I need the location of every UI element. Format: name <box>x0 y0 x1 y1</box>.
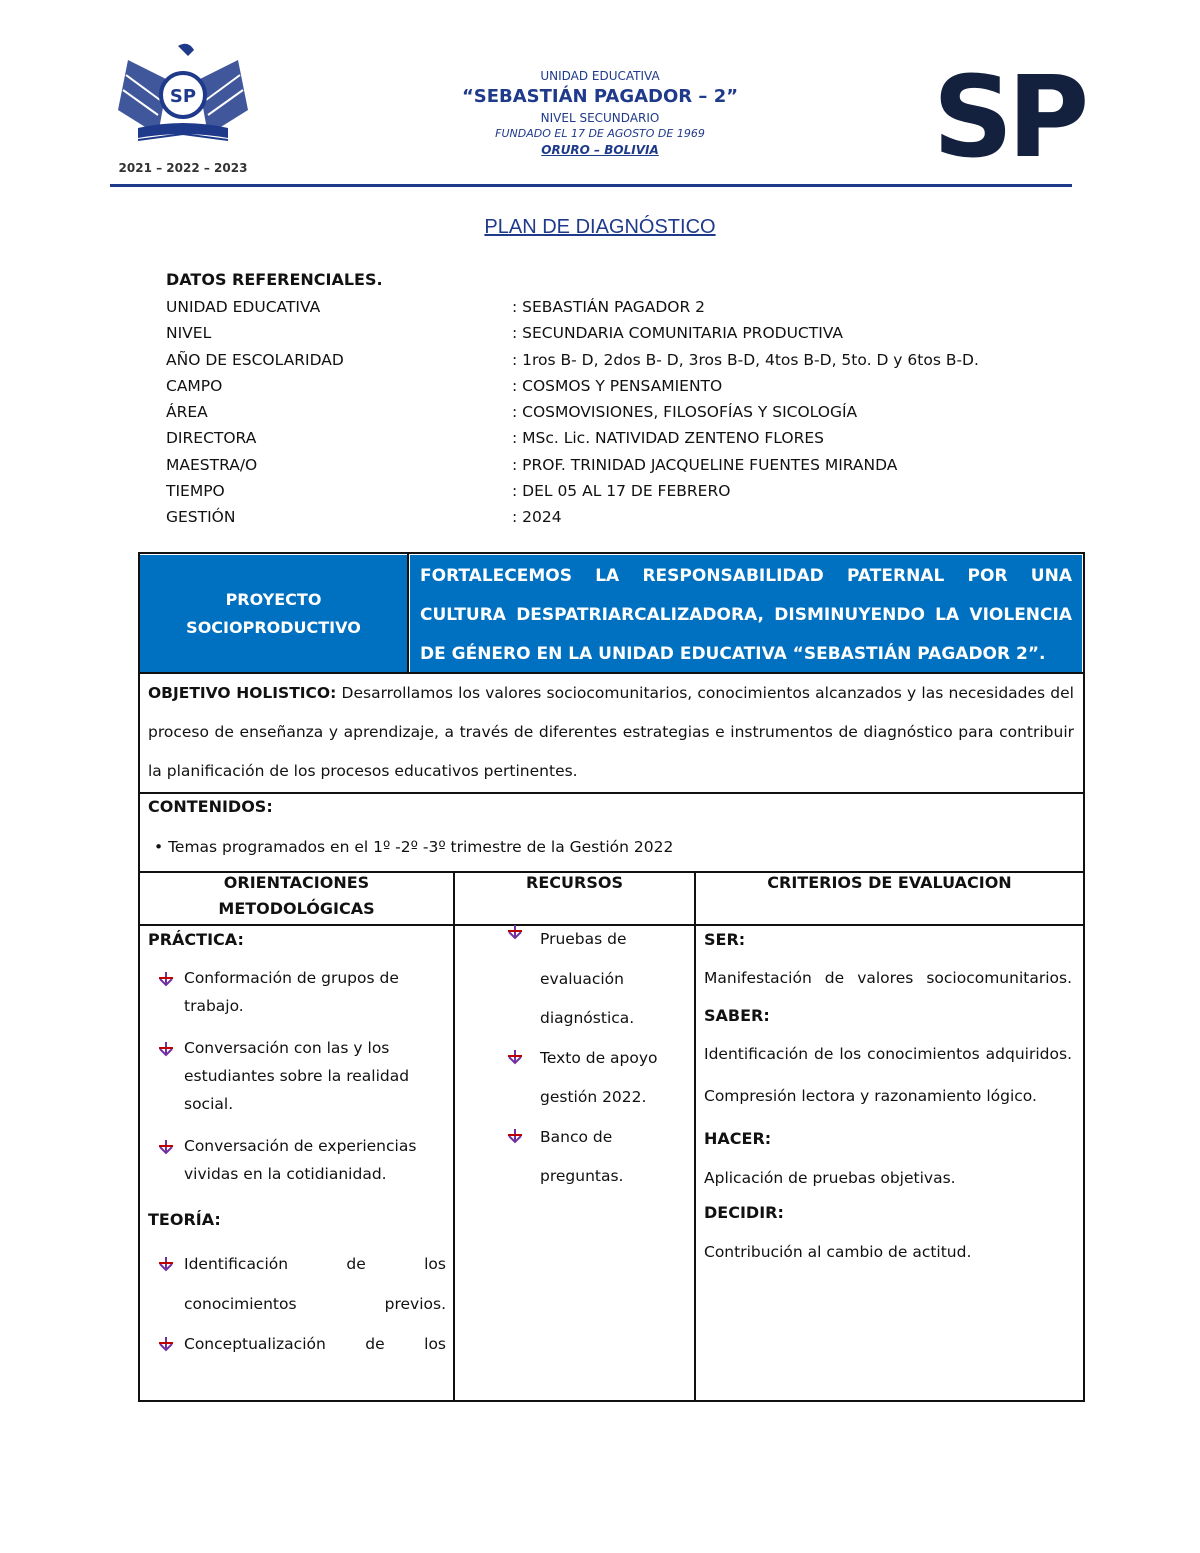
saber-text-2: Compresión lectora y razonamiento lógico. <box>704 1087 1037 1105</box>
sp-monogram-logo <box>932 53 1084 183</box>
decidir-text: Contribución al cambio de actitud. <box>704 1243 972 1261</box>
school-crest-logo <box>108 40 258 178</box>
referential-data <box>166 266 1086 531</box>
ref-row: MAESTRA/O : PROF. TRINIDAD JACQUELINE FUENTES MIRANDA <box>166 455 898 474</box>
table-border <box>1083 552 1085 1402</box>
ref-row: CAMPO : COSMOS Y PENSAMIENTO <box>166 376 723 395</box>
contents-item: • Temas programados en el 1º -2º -3º trimestre de la Gestión 2022 <box>154 838 674 856</box>
ref-row: UNIDAD EDUCATIVA : SEBASTIÁN PAGADOR 2 <box>166 298 706 316</box>
list-item: Pruebas de evaluación diagnóstica. <box>490 920 680 1039</box>
saber-title: SABER: <box>704 1006 770 1025</box>
practice-title: PRÁCTICA: <box>148 930 244 949</box>
arrow-bullet-icon <box>148 1244 184 1272</box>
arrow-bullet-icon <box>490 1039 540 1065</box>
list-item: Conceptualización de los <box>148 1324 446 1364</box>
resources-column <box>490 926 680 1197</box>
col-header-resources: RECURSOS <box>526 873 623 892</box>
table-border <box>453 871 455 1402</box>
school-name: “SEBASTIÁN PAGADOR – 2” <box>461 86 739 107</box>
contents-label: CONTENIDOS: <box>148 797 273 816</box>
objective-text: Desarrollamos los valores sociocomunitarios, conocimientos alcanzados y las necesidades del proceso de enseñanza y aprendizaje, a través de diferentes estrategias e instrumentos de diagnóstico para contribuir la planificación de los procesos educativos pertinentes. <box>148 684 1074 780</box>
list-item: Conversación de experiencias vividas en la cotidianidad. <box>148 1132 446 1188</box>
hacer-title: HACER: <box>704 1129 772 1148</box>
sp-monogram-text: SP <box>932 53 1084 183</box>
bullet-dot-icon: • <box>154 838 169 856</box>
ref-row: GESTIÓN : 2024 <box>166 508 562 527</box>
arrow-bullet-icon <box>148 1132 184 1155</box>
arrow-bullet-icon <box>148 1034 184 1057</box>
crest-monogram: SP <box>169 86 197 107</box>
table-border <box>138 1400 1085 1402</box>
col-header-orientations: ORIENTACIONES METODOLÓGICAS <box>218 873 375 918</box>
arrow-bullet-icon <box>148 964 184 987</box>
ref-row: TIEMPO : DEL 05 AL 17 DE FEBRERO <box>166 482 731 501</box>
hacer-text: Aplicación de pruebas objetivas. <box>704 1169 956 1187</box>
project-label-line2: SOCIOPRODUCTIVO <box>186 617 361 637</box>
table-border <box>694 871 696 1402</box>
list-item: Conformación de grupos de trabajo. <box>148 964 446 1020</box>
list-item: Banco de preguntas. <box>490 1118 680 1197</box>
city-label: ORURO – BOLIVIA <box>541 143 659 157</box>
ser-title: SER: <box>704 930 746 949</box>
theory-title: TEORÍA: <box>148 1210 221 1229</box>
ref-row: NIVEL : SECUNDARIA COMUNITARIA PRODUCTIVA <box>166 324 844 343</box>
ref-row: ÁREA : COSMOVISIONES, FILOSOFÍAS Y SICOLOGÍA <box>166 403 858 422</box>
arrow-bullet-icon <box>148 1324 184 1352</box>
table-border <box>138 552 140 1402</box>
col-header-criteria: CRITERIOS DE EVALUACION <box>767 873 1012 892</box>
decidir-title: DECIDIR: <box>704 1203 784 1222</box>
refs-heading: DATOS REFERENCIALES. <box>166 270 383 289</box>
founded-date: FUNDADO EL 17 DE AGOSTO DE 1969 <box>495 127 705 140</box>
project-label-line1: PROYECTO <box>225 589 322 609</box>
page-title: PLAN DE DIAGNÓSTICO <box>484 216 716 238</box>
criteria-column <box>704 926 1072 1267</box>
header-divider <box>110 184 1072 187</box>
unit-label: UNIDAD EDUCATIVA <box>540 69 660 83</box>
list-item: Identificación de los conocimientos previos. <box>148 1244 446 1324</box>
crest-years: 2021 – 2022 – 2023 <box>118 161 248 175</box>
arrow-bullet-icon <box>490 1118 540 1144</box>
orientations-column <box>148 926 446 1364</box>
ref-row: DIRECTORA : MSc. Lic. NATIVIDAD ZENTENO FLORES <box>166 429 824 448</box>
table-border <box>407 552 409 673</box>
objective-label: OBJETIVO HOLISTICO: <box>148 684 337 702</box>
ser-text: Manifestación de valores sociocomunitarios. <box>704 969 1072 987</box>
arrow-bullet-icon <box>490 920 540 940</box>
table-border <box>138 552 1085 554</box>
project-label <box>140 555 407 672</box>
plan-table <box>138 552 1085 1402</box>
project-title: FORTALECEMOS LA RESPONSABILIDAD PATERNAL POR UNA CULTURA DESPATRIARCALIZADORA, DISMINUYENDO LA VIOLENCIA DE GÉNERO EN LA UNIDAD EDUCATIVA “SEBASTIÁN PAGADOR 2”. <box>410 555 1082 672</box>
list-item: Texto de apoyo gestión 2022. <box>490 1039 680 1118</box>
ref-row: AÑO DE ESCOLARIDAD : 1ros B- D, 2dos B- D, 3ros B-D, 4tos B-D, 5to. D y 6tos B-D. <box>166 350 979 369</box>
school-level: NIVEL SECUNDARIO <box>540 111 660 125</box>
holistic-objective <box>148 674 1074 791</box>
saber-text-1: Identificación de los conocimientos adquiridos. <box>704 1045 1072 1063</box>
list-item: Conversación con las y los estudiantes sobre la realidad social. <box>148 1034 446 1118</box>
table-border <box>138 792 1085 794</box>
school-header <box>380 70 820 156</box>
